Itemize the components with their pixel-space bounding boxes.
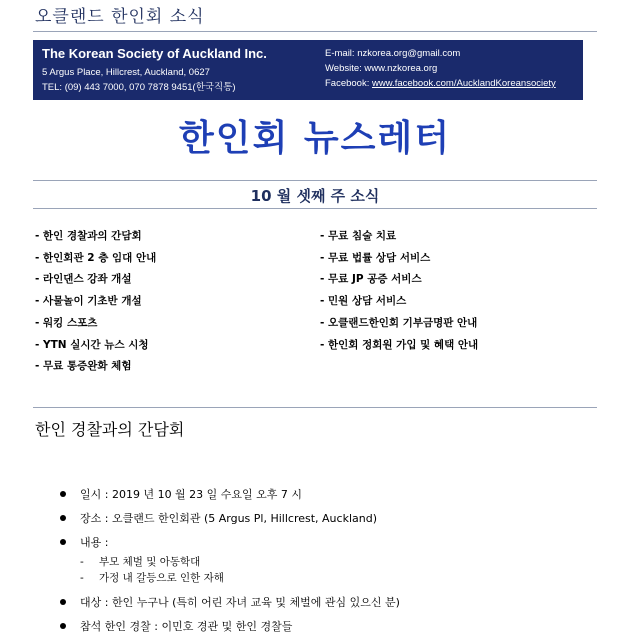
section-bullet-list (60, 488, 400, 634)
issue-rule (33, 208, 597, 209)
title-rule (33, 180, 597, 181)
org-address: 5 Argus Place, Hillcrest, Auckland, 0627 (42, 67, 210, 78)
bullet-date: 일시 : 2019 년 10 월 23 일 수요일 오후 7 시 (60, 488, 400, 502)
toc-item: - 한인회관 2 층 임대 안내 (35, 251, 157, 264)
toc-item: - 무료 통증완화 체험 (35, 360, 132, 373)
toc-item: - 한인회 정회원 가입 및 혜택 안내 (320, 338, 479, 351)
bullet-dot-icon (60, 491, 66, 497)
toc-item: - 오클랜드한인회 기부금명판 안내 (320, 316, 478, 329)
toc-item: - 민원 상담 서비스 (320, 295, 407, 308)
bullet-dot-icon (60, 515, 66, 521)
issue-title: 10 월 셋째 주 소식 (250, 187, 380, 205)
org-facebook (325, 76, 556, 91)
toc-item: - 한인 경찰과의 간담회 (35, 230, 142, 242)
org-info-box (33, 40, 583, 100)
toc-item: - 라인댄스 강좌 개설 (35, 273, 132, 286)
org-contact-left (42, 46, 267, 95)
toc-item: - 무료 JP 공증 서비스 (320, 273, 422, 286)
dash-icon: - (80, 556, 84, 568)
toc-left-column (35, 226, 156, 378)
org-tel: TEL: (09) 443 7000, 070 7878 9451(한국직통) (42, 82, 236, 93)
newsletter-title: 한인회 뉴스레터 (179, 118, 451, 159)
section-rule (33, 407, 597, 408)
bullet-dot-icon (60, 623, 66, 629)
org-contact-right (325, 46, 556, 91)
header-rule (33, 31, 597, 32)
org-website: Website: www.nzkorea.org (325, 63, 438, 74)
toc-item: - YTN 실시간 뉴스 시청 (35, 338, 149, 351)
bullet-attendees: 참석 한인 경찰 : 이민호 경관 및 한인 경찰들 (60, 620, 400, 634)
dash-icon: - (80, 572, 84, 584)
bullet-dot-icon (60, 599, 66, 605)
toc-item: - 사물놀이 기초반 개설 (35, 295, 142, 308)
facebook-label: Facebook: (325, 78, 372, 89)
facebook-link[interactable]: www.facebook.com/AucklandKoreansociety (372, 78, 556, 89)
page-header-title: 오클랜드 한인회 소식 (35, 7, 205, 27)
bullet-content: 내용 : (60, 536, 400, 550)
toc-item: - 무료 침술 치료 (320, 230, 397, 242)
org-name: The Korean Society of Auckland Inc. (42, 46, 267, 61)
toc-item: - 무료 법률 상담 서비스 (320, 251, 431, 264)
bullet-target: 대상 : 한인 누구나 (특히 어린 자녀 교육 및 체벌에 관심 있으신 분) (60, 596, 400, 610)
content-sub-item: - 가정 내 갈등으로 인한 자해 (80, 572, 224, 584)
toc-item: - 워킹 스포츠 (35, 316, 98, 329)
bullet-dot-icon (60, 539, 66, 545)
org-email: E-mail: nzkorea.org@gmail.com (325, 48, 461, 59)
section-title: 한인 경찰과의 간담회 (35, 420, 185, 439)
content-sub-item: - 부모 체벌 및 아동학대 (80, 556, 201, 568)
toc-right-column (320, 226, 478, 356)
bullet-place: 장소 : 오클랜드 한인회관 (5 Argus Pl, Hillcrest, Auckland) (60, 512, 400, 526)
